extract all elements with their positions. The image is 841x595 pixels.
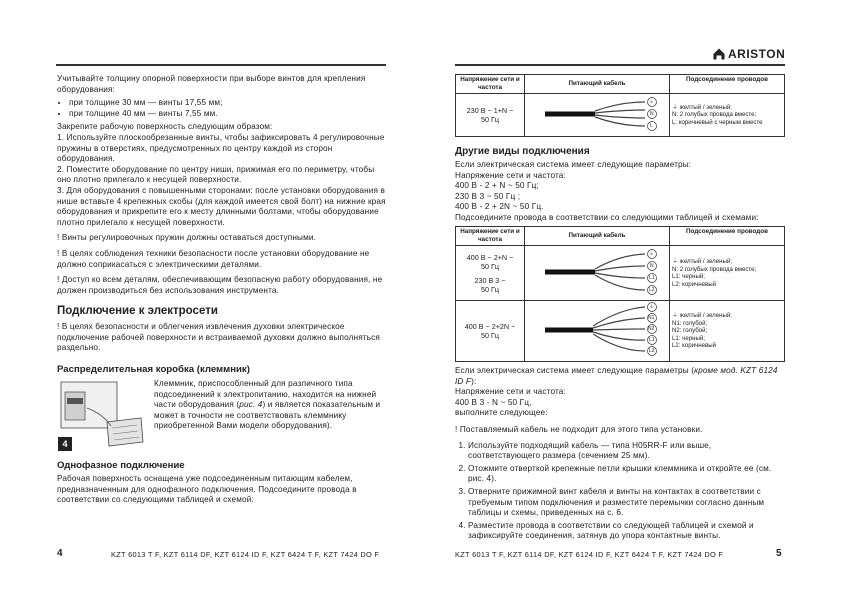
footer-models-left: KZT 6013 T F, KZT 6114 DF, KZT 6124 ID F, KZT 6424 T F, KZT 7424 DO F: [111, 550, 380, 559]
voltage-line: 230 В 3 ~: [474, 275, 506, 285]
special-a: Если электрическая система имеет следующие параметры (: [455, 366, 695, 375]
col-wiring: Подсоединение проводов: [670, 227, 785, 246]
legend-line: ⏚ желтый / зеленый;: [672, 312, 732, 320]
other-intro: Если электрическая система имеет следующие параметры:: [455, 160, 692, 169]
note: ! В целях соблюдения техники безопасности после установки оборудование не должно соприкасаться с электрическими деталями.: [57, 248, 370, 269]
voltage-option: 230 В 3 ~ 50 Гц ;: [455, 191, 521, 201]
voltage-line: 400 В ~ 2+2N ~: [464, 322, 516, 331]
page-number-right: 5: [776, 548, 782, 559]
special-do: выполните следующее:: [455, 408, 548, 418]
table-header-row: [456, 227, 785, 246]
special-voltage-label: Напряжение сети и частота:: [455, 387, 566, 397]
terminal-label: N2: [648, 326, 655, 332]
special-case-text: [455, 366, 785, 542]
terminal-label: L2: [649, 348, 655, 354]
list-item: 3. Отверните прижимной винт кабеля и винты на контактах в соответствии с требуемым типом подключения и разместите перемычки согласно данным таблицы и схемы, приведенных на с. 6.: [468, 487, 785, 519]
intro-text: Учитывайте толщину опорной поверхности при выборе винтов для крепления оборудования:: [57, 74, 366, 94]
single-phase-title: Однофазное подключение: [57, 460, 185, 471]
note: ! Доступ ко всем деталям, обеспечивающим безопасную работу оборудования, не должен производиться без использования инструмента.: [57, 275, 383, 295]
special-voltage: 400 В 3 - N ~ 50 Гц,: [455, 397, 532, 407]
step-2: 2. Поместите оборудование по центру ниши, прижимая его по периметру, чтобы оно плотно прилегало к несущей поверхности.: [57, 164, 375, 185]
left-column: [57, 74, 387, 299]
box-title: Распределительная коробка (клеммник): [57, 364, 250, 375]
voltage-cell: [456, 94, 525, 137]
cable-cell: [525, 246, 670, 301]
list-item: 2. Отожмите отверткой крепежные петли крышки клеммника и откройте ее (см. рис. 4).: [468, 464, 785, 485]
terminal-label: ⏚: [649, 251, 655, 257]
special-intro: [455, 366, 785, 387]
wiring-legend: [670, 301, 785, 362]
voltage-cell: [456, 246, 525, 301]
terminal-label: L1: [649, 275, 655, 281]
page-number-left: 4: [57, 548, 63, 559]
terminal-label: N1: [648, 315, 655, 321]
table-header-row: [456, 75, 785, 94]
cable-diagram: [525, 301, 665, 359]
voltage-line: 50 Гц: [480, 115, 499, 124]
terminal-label: N: [650, 263, 654, 269]
list-item: 1. Используйте подходящий кабель — типа H05RR-F или выше, соответствующего размера (сечением 25 мм).: [468, 441, 785, 462]
wiring-table-multi: [455, 226, 785, 362]
terminal-label: L2: [649, 287, 655, 293]
legend-line: ⏚ желтый / зеленый;: [672, 103, 732, 111]
other-connections-title: Другие виды подключения: [455, 146, 590, 157]
wiring-legend: [670, 94, 785, 137]
box-text: [154, 379, 386, 432]
legend-line: L1: черный;: [672, 273, 705, 280]
voltage-line: 400 В ~ 2+N ~: [466, 252, 514, 262]
figure-number-badge: [58, 437, 72, 451]
fix-intro: Закрепите рабочую поверхность следующим образом:: [57, 122, 273, 132]
box-text-b: ) и является показательным и может в точности не соответствовать клеммнику приобретенной Вами модели оборудования).: [154, 400, 381, 431]
voltage-line: 50 Гц: [480, 261, 499, 271]
cable-diagram: [525, 94, 665, 134]
box-text-a: Клеммник, приспособленный для различного типа подсоединений к электропитанию, находится на нижней части оборудования (: [154, 379, 377, 410]
table-row: [456, 301, 785, 362]
voltage-line: 50 Гц: [480, 331, 499, 340]
legend-line: L1: черный;: [672, 334, 705, 342]
terminal-label: N: [650, 111, 654, 117]
connect-instruction: Подсоедините провода в соответствии со следующими таблицей и схемами:: [455, 212, 759, 222]
house-logo-icon: [713, 48, 725, 60]
col-voltage: Напряжение сети и частота: [456, 227, 525, 246]
legend-line: ⏚ желтый / зеленый;: [672, 258, 732, 265]
special-note: ! Поставляемый кабель не подходит для этого типа установки.: [455, 424, 703, 434]
legend-line: N2: голубой;: [672, 327, 708, 335]
col-cable: Питающий кабель: [525, 227, 670, 246]
legend-line: N: 2 голубых провода вместе;: [672, 265, 757, 273]
voltage-option: 400 В - 2 + 2N ~ 50 Гц.: [455, 202, 544, 212]
cable-cell: [525, 301, 670, 362]
wiring-table-single: [455, 74, 785, 137]
list-item: 4. Разместите провода в соответствии со следующей таблицей и схемой и зафиксируйте соединения, затянув до упора контактные винты.: [468, 521, 785, 542]
voltage-cell: [456, 301, 525, 362]
right-top-rule: [455, 64, 785, 66]
legend-line: N1: голубой;: [672, 319, 708, 327]
figure-number: 4: [62, 439, 68, 449]
other-connections-text: [455, 160, 785, 224]
step-1: 1. Используйте плоскообрезанные винты, чтобы зафиксировать 4 регулировочные пружины в отверстиях, предусмотренных по центру каждой из сторон оборудования.: [57, 132, 385, 164]
list-item: • при толщине 40 мм — винты 7,55 мм.: [69, 109, 387, 120]
voltage-line: 50 Гц: [480, 284, 499, 294]
terminal-label: L: [650, 123, 653, 129]
legend-line: L: коричневый с черным вместе: [672, 118, 763, 126]
thickness-list: [57, 98, 387, 119]
table-row: [456, 94, 785, 137]
terminal-label: L1: [649, 337, 655, 343]
figure-ref: рис. 4: [239, 400, 263, 410]
terminal-label: ⏚: [649, 304, 655, 310]
col-wiring: Подсоединение проводов: [670, 75, 785, 94]
left-top-rule: [56, 64, 386, 66]
note: ! Винты регулировочных пружин должны оставаться доступными.: [57, 233, 316, 243]
section-title: Подключение к электросети: [57, 305, 218, 317]
section-note: ! В целях безопасности и облегчения извлечения духовки электрическое подключение рабочей поверхности и встраиваемой духовки должно выполняться раздельно.: [57, 322, 380, 353]
table-row: [456, 246, 785, 301]
list-item: • при толщине 30 мм — винты 17,55 мм;: [69, 98, 387, 109]
voltage-label: Напряжение сети и частота:: [455, 170, 566, 180]
col-cable: Питающий кабель: [525, 75, 670, 94]
brand-name: ARISTON: [728, 47, 786, 61]
voltage-option: 400 В - 2 + N ~ 50 Гц;: [455, 181, 539, 191]
footer-models-right: KZT 6013 T F, KZT 6114 DF, KZT 6124 ID F, KZT 6424 T F, KZT 7424 DO F: [455, 550, 724, 559]
wiring-legend: [670, 246, 785, 301]
install-steps: [455, 441, 785, 542]
special-b: ):: [471, 376, 477, 386]
special-model: кроме мод. KZT 6124 ID F: [455, 366, 778, 386]
brand-logo: [713, 47, 785, 61]
single-phase-text: Рабочая поверхность оснащена уже подсоединенным питающим кабелем, предназначенным для однофазного подключения. Подсоедините провода в соответствии со следующими таблицей и схемой:: [57, 474, 357, 505]
legend-line: L2: коричневый: [672, 280, 717, 288]
cable-cell: [525, 94, 670, 137]
col-voltage: Напряжение сети и частота: [456, 75, 525, 94]
voltage-line: 230 В ~ 1+N ~: [466, 106, 514, 115]
legend-line: L2: коричневый: [672, 342, 717, 350]
step-3: 3. Для оборудования с повышенными сторонами: после установки оборудования в нише вставьте 4 крепежных скобы (для каждой имеется свой болт) на нижние края оборудования и прикрепите его к месту длинными болтами, чтобы оборудование плотно прилегало к несущей поверхности.: [57, 185, 386, 227]
legend-line: N: 2 голубых провода вместе;: [672, 111, 757, 119]
terminal-label: ⏚: [649, 99, 655, 105]
cable-diagram: [525, 246, 665, 298]
